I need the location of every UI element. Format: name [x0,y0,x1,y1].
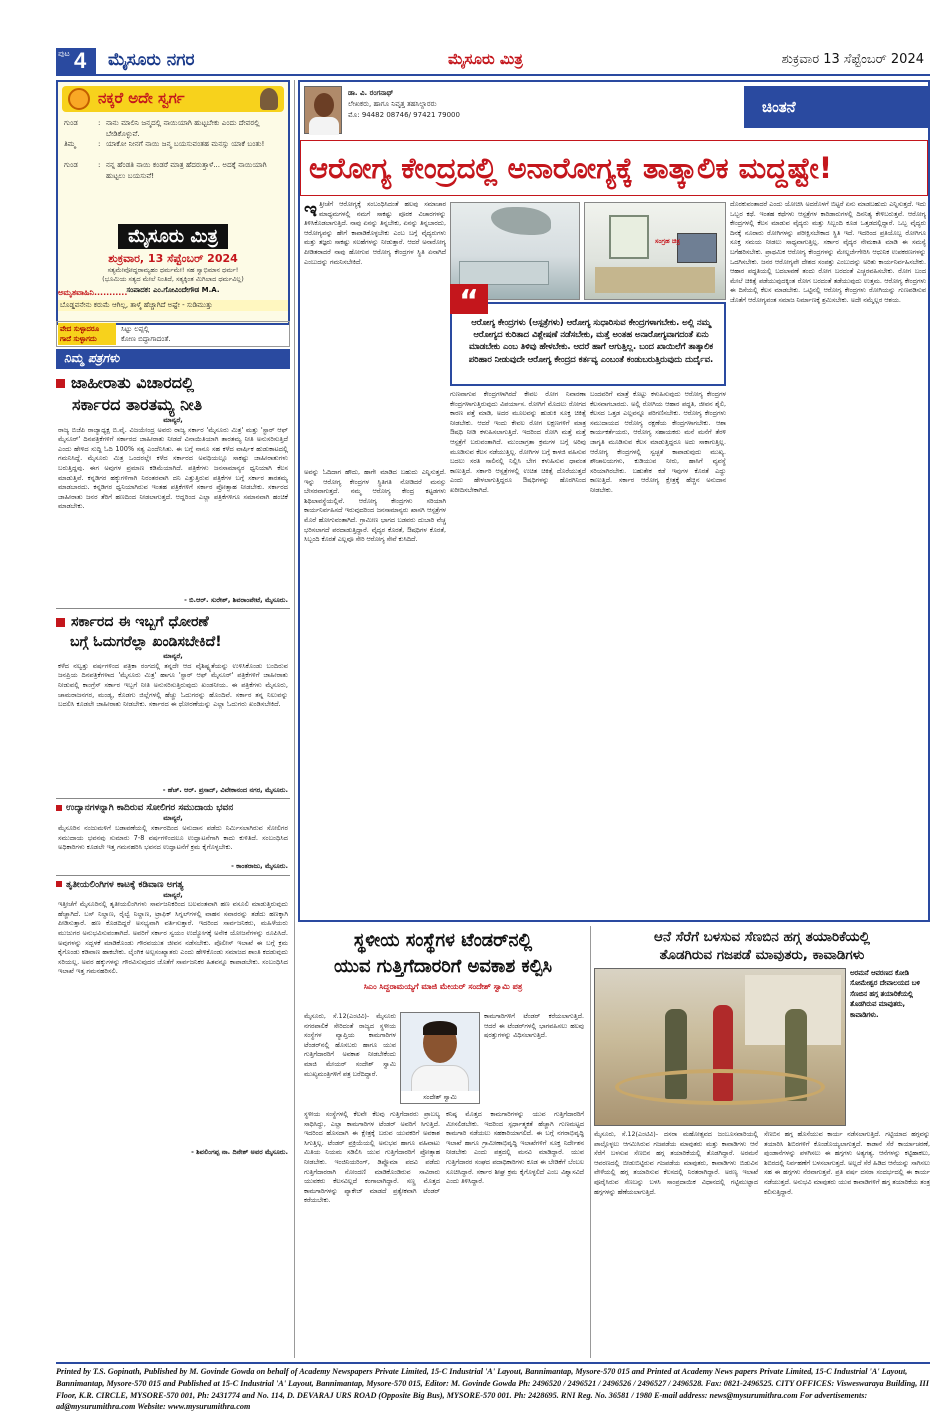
letter-3-salute: ಮಾನ್ಯರೆ, [163,814,183,823]
laughing-face-icon [68,88,90,110]
letter-3-signature: - ಕಾಂತರಾಜು, ಮೈಸೂರು. [231,861,288,870]
pull-quote-text: ಆರೋಗ್ಯ ಕೇಂದ್ರಗಳು (ಆಸ್ಪತ್ರೆಗಳು) ಆರೋಗ್ಯ ಸುಧಾರಿಸುವ ಕೇಂದ್ರಗಳಾಗಬೇಕು. ಅಲ್ಲಿ ನಮ್ಮ ಆರೋಗ್ಯದ ಕುರಿತಾದ ವಿಶ್ಲೇಷಣೆ ನಡೆಸಬೇಕು, ಮತ್ತೆ ಅಂತಹ ಅನಾರೋಗ್ಯವಾಗದಂತೆ ಏನು ಮಾಡಬೇಕು ಎಂಬ ತಿಳಿವು ಹೇಳಬೇಕು. ಆದರೆ ಹಾಗೆ ಆಗುತ್ತಿಲ್ಲ. ಬಂದ ಖಾಯಿಲೆಗೆ ತಾತ್ಕಾಲಿಕ ಪರಿಹಾರ ನೀಡುವುದೇ ಆರೋಗ್ಯ ಕೇಂದ್ರದ ಕರ್ತವ್ಯ ಎಂಬಂತೆ ಕಂಡುಬರುತ್ತಿರುವುದು ದುರ್ದೈವ. [468,317,714,364]
tender-headline-2: ಯುವ ಗುತ್ತಿಗೆದಾರರಿಗೆ ಅವಕಾಶ ಕಲ್ಪಿಸಿ [333,956,553,977]
tender-text: ಮೈಸೂರು, ಸೆ.12(ಎಂಟಿವಿ)- ಮೈಸೂರು ನಗರಪಾಲಿಕೆ ಸೇರಿದಂತೆ ರಾಜ್ಯದ ಸ್ಥಳೀಯ ಸಂಸ್ಥೆಗಳ ವ್ಯಾಪ್ತಿಯ ಕಾಮಗಾರಿಗಳ ಟೆಂಡರ್‌ನಲ್ಲಿ ಹೊಸಬರು ಹಾಗೂ ಯುವ ಗುತ್ತಿಗೆದಾರರಿಗೆ ಅವಕಾಶ ನೀಡಬೇಕೆಂದು ಮಾಜಿ ಮೇಯರ್ ಸಂದೇಶ್ ಸ್ವಾಮಿ ಮುಖ್ಯಮಂತ್ರಿಗಳಿಗೆ ಪತ್ರ ಬರೆದಿದ್ದಾರೆ. [304,1012,396,1078]
amrutavahini-title: ಅಮೃತವಾಹಿನಿ........... [58,288,128,297]
author-role: ಲೇಖಕರು, ಹಾಗೂ ನಿವೃತ್ತ ತಹಸಿಲ್ದಾರರು [348,100,437,108]
tender-column-1 [304,1012,396,1106]
letter-1-headline-2: ಸರ್ಕಾರದ ತಾರತಮ್ಯ ನೀತಿ [72,395,203,414]
letter-1-salute: ಮಾನ್ಯರೆ, [163,416,183,424]
joke-dialogue [64,118,286,181]
quote-mark-icon: “ [450,284,488,314]
tender-text: ಕನಿಷ್ಠ ಮೊತ್ತದ ಕಾಮಗಾರಿಗಳನ್ನು ಯುವ ಗುತ್ತಿಗೆದಾರರಿಗೆ ಮೀಸಲಿಡಬೇಕು. ಇದರಿಂದ ಸ್ಪರ್ಧಾತ್ಮಕತೆ ಹೆಚ್ಚಾಗಿ ಗುಣಮಟ್ಟದ ಕಾಮಗಾರಿ ನಡೆಯಲು ಸಹಕಾರಿಯಾಗಲಿದೆ. ಈ ಬಗ್ಗೆ ನಗರಾಭಿವೃದ್ಧಿ ಇಲಾಖೆ ಹಾಗೂ ಗ್ರಾಮೀಣಾಭಿವೃದ್ಧಿ ಇಲಾಖೆಗಳಿಗೆ ಸೂಕ್ತ ನಿರ್ದೇಶನ ನೀಡಬೇಕು ಎಂದು ಪತ್ರದಲ್ಲಿ ಮನವಿ ಮಾಡಿದ್ದಾರೆ. ಯುವ ಗುತ್ತಿಗೆದಾರರ ಸಂಘದ ಪದಾಧಿಕಾರಿಗಳು ಕೂಡ ಈ ಬೇಡಿಕೆಗೆ ಬೆಂಬಲ ಸೂಚಿಸಿದ್ದಾರೆ. ಸರ್ಕಾರ ಶೀಘ್ರ ಕ್ರಮ ಕೈಗೊಳ್ಳಲಿದೆ ಎಂಬ ವಿಶ್ವಾಸವಿದೆ ಎಂದು ತಿಳಿಸಿದ್ದಾರೆ. [446,1110,584,1186]
joke-line: ಗುಂಡ : ನಾನು ಮಾಲಿನಿ ಜನ್ಮದಲ್ಲಿ ನಾಯಿಯಾಗಿ ಹುಟ್ಟಬೇಕು ಎಂದು ದೇವರಲ್ಲಿ ಬೇಡಿಕೊಳ್ಳುವೆ. [64,118,286,139]
proverb-line: ಕೋಣ ಬಿದ್ದಾಗಾದಂತೆ. [121,335,171,343]
column-divider [590,926,591,1358]
letters-column [56,372,290,1158]
opinion-headline: ಆರೋಗ್ಯ ಕೇಂದ್ರದಲ್ಲಿ ಅನಾರೋಗ್ಯಕ್ಕೆ ತಾತ್ಕಾಲಿಕ ಮದ್ದಷ್ಟೇ! [309,151,833,185]
proverb-badge-line: ವೇದ ಸುಳ್ಳಾದರೂ [60,325,100,333]
joke-text: ಯಾಕೋ ನೀನಗೆ ನಾಯಿ ಜನ್ಮ ಬಯಸುವಂತಹ ಮನಸ್ಸು ಯಾಕೆ ಬಂತು! [106,139,265,148]
tender-column-2 [484,1012,584,1106]
photo-caption: ಸಂಗ್ರಹ ಚಿತ್ರ [655,237,680,245]
hospital-room-photo [584,202,726,300]
letter-1-body: ರಾಜ್ಯ ಬಿಜೆಪಿ ರಾಜ್ಯಾಧ್ಯಕ್ಷ ಬಿ.ವೈ. ವಿಜಯೇಂದ್ರ ಅವರು ರಾಜ್ಯ ಸರ್ಕಾರ 'ಮೈಸೂರು ಮಿತ್ರ' ಮತ್ತು 'ಸ್ಟಾರ್ ಆಫ್ ಮೈಸೂರ್' ದಿನಪತ್ರಿಕೆಗಳಿಗೆ ಸರ್ಕಾರದ ಜಾಹೀರಾತು ನೀಡದೆ ವಿನಾಯಿತಿಯಾಗಿ ತಾರತಮ್ಯ ನೀತಿ ಅನುಸರಿಸುತ್ತಿದೆ ಎಂದು ಹೇಳಿದ ಸುದ್ದಿ ಓದಿ 100% ಸತ್ಯ ಎಂದೆನಿಸಿತು. ಈ ಬಗ್ಗೆ ನಾನೂ ಸಹ ಕಳೆದ ವಾರ್ಷಿಕ ಹುಡುಕಾಟದಲ್ಲಿ ಗಮನಿಸಿದ್ದೆ. ಮೈಸೂರು ಮಿತ್ರ ಒಂದರಲ್ಲೇ ಕಳೆದ ಸರ್ಕಾರದ ಅವಧಿಯಲ್ಲೂ ಸಾಕಷ್ಟು ಜಾಹೀರಾತುಗಳು ಬರುತ್ತಿದ್ದವು. ಈಗ ಅವುಗಳ ಪ್ರಮಾಣ ಕಡಿಮೆಯಾಗಿದೆ. ಪತ್ರಿಕೆಗಳು ಜನಸಾಮಾನ್ಯರ ಧ್ವನಿಯಾಗಿ ಕೆಲಸ ಮಾಡುತ್ತಿವೆ. ಕನ್ನಡಿಗರ ಹಕ್ಕುಗಳಿಗಾಗಿ ನಿರಂತರವಾಗಿ ದನಿ ಎತ್ತುತ್ತಿರುವ ಪತ್ರಿಕೆಗಳ ಬಗ್ಗೆ ಸರ್ಕಾರ ತಾರತಮ್ಯ ಮಾಡಬಾರದು. ಕನ್ನಡಿಗರ ಧ್ವನಿಯಾಗಿರುವ ಇಂತಹ ಪತ್ರಿಕೆಗಳಿಗೆ ಸರ್ಕಾರ ಪ್ರೋತ್ಸಾಹ ನೀಡಬೇಕು. ಸರ್ಕಾರದ ಜಾಹೀರಾತು ಜನರ ತೆರಿಗೆ ಹಣದಿಂದ ನೀಡಲಾಗುತ್ತದೆ. ಆದ್ದರಿಂದ ಎಲ್ಲಾ ಪತ್ರಿಕೆಗಳಿಗೂ ಸಮಾನವಾಗಿ ಹಂಚಿಕೆ ಮಾಡಬೇಕು. [58,425,288,511]
opinion-column-3 [590,390,726,918]
joke-speaker: ಗುಂಡ [64,118,78,127]
motto-translation: (ಭೂಮಿಯ ಸತ್ಯದ ಮೇಲೆ ನಿಂತಿದೆ, ಸತ್ಯಕ್ಕಿಂತ ಮಿಗಿಲಾದ ಧರ್ಮವಿಲ್ಲ) [102,275,244,283]
rope-story-head [594,928,930,964]
opinion-column-1-continued [304,468,446,918]
tender-text: ಕಾಮಗಾರಿಗಳಿಗೆ ಟೆಂಡರ್ ಕರೆಯಲಾಗುತ್ತಿದೆ. ಆದರೆ ಈ ಟೆಂಡರ್‌ಗಳಲ್ಲಿ ಭಾಗವಹಿಸಲು ಹಲವು ಷರತ್ತುಗಳನ್ನು ವಿಧಿಸಲಾಗುತ್ತಿದೆ. [484,1012,584,1040]
page-number: 4 [74,48,87,73]
letter-2-body: ಕಳೆದ ನಲ್ವತ್ತು ವರ್ಷಗಳಿಂದ ಪತ್ರಿಕಾ ರಂಗದಲ್ಲಿ ತನ್ನದೇ ಆದ ವೈಶಿಷ್ಟ್ಯತೆಯನ್ನು ಉಳಿಸಿಕೊಂಡು ಬಂದಿರುವ ಜನಪ್ರಿಯ ದಿನಪತ್ರಿಕೆಗಳಾದ 'ಮೈಸೂರು ಮಿತ್ರ' ಹಾಗೂ 'ಸ್ಟಾರ್ ಆಫ್ ಮೈಸೂರ್' ಪತ್ರಿಕೆಗಳಿಗೆ ಜಾಹೀರಾತು ನೀಡುವಲ್ಲಿ ಕಾಂಗ್ರೆಸ್ ಸರ್ಕಾರ ಇಬ್ಬಗೆ ನೀತಿ ಅನುಸರಿಸುತ್ತಿರುವುದು ಖಂಡನೀಯ. ಈ ಪತ್ರಿಕೆಗಳು ಮೈಸೂರು, ಚಾಮರಾಜನಗರ, ಮಂಡ್ಯ, ಕೊಡಗು ಜಿಲ್ಲೆಗಳಲ್ಲಿ ಹೆಚ್ಚು ಓದುಗರನ್ನು ಹೊಂದಿವೆ. ಸರ್ಕಾರ ತನ್ನ ನಿಲುವನ್ನು ಬದಲಿಸಿ ಕೂಡಲೇ ಜಾಹೀರಾತು ನೀಡಬೇಕು. ಸರ್ಕಾರದ ಈ ಧೋರಣೆಯನ್ನು ಎಲ್ಲಾ ಓದುಗರು ಖಂಡಿಸಬೇಕಿದೆ. [58,661,288,709]
letter-2-signature: - ಹೆಚ್. ಆರ್. ಪ್ರಸಾದ್, ವಿವೇಕಾನಂದ ನಗರ, ಮೈಸೂರು. [162,785,288,794]
letter-4-headline: ತೃತೀಯಲಿಂಗಿಗಳ ಕಾಟಕ್ಕೆ ಕಡಿವಾಣ ಅಗತ್ಯ [56,879,290,891]
rope-text: ಸೆಣಬಿನ ಹಗ್ಗ ಹೊಸೆಯುವ ಕಾರ್ಯ ನಡೆಸಲಾಗುತ್ತಿದೆ. ಗಟ್ಟಿಯಾದ ಹಗ್ಗವನ್ನು ತಯಾರಿಸಿ ಶಿಬಿರಗಳಿಗೆ ಕೊಂಡೊಯ್ಯಲಾಗುತ್ತದೆ. ಕಾಡಾನೆ ಸೆರೆ ಕಾರ್ಯಾಚರಣೆ, ಪುಂಡಾನೆಗಳನ್ನು ಪಳಗಿಸಲು ಈ ಹಗ್ಗಗಳು ಅತ್ಯಗತ್ಯ. ಆನೆಗಳನ್ನು ಕಟ್ಟಿಹಾಕಲು, ಶಿಬಿರದಲ್ಲಿ ನಿರ್ವಹಣೆಗೆ ಬಳಸಲಾಗುತ್ತದೆ. ಅಲ್ಲದೆ ಸೆರೆ ಹಿಡಿದ ಆನೆಯನ್ನು ಸಾಗಿಸಲು ಸಹ ಈ ಹಗ್ಗಗಳು ನೆರವಾಗುತ್ತವೆ. ಪ್ರತಿ ವರ್ಷ ದಸರಾ ಸಂದರ್ಭದಲ್ಲಿ ಈ ಕಾರ್ಯ ನಡೆಯುತ್ತದೆ. ಅನುಭವಿ ಮಾವುತರು ಯುವ ಕಾವಾಡಿಗಳಿಗೆ ಹಗ್ಗ ತಯಾರಿಕೆಯ ತಂತ್ರ ಕಲಿಸುತ್ತಿದ್ದಾರೆ. [764,1130,930,1196]
pull-quote [450,284,726,386]
letter-2-headline-2: ಬಗ್ಗೆ ಓದುಗರೆಲ್ಲಾ ಖಂಡಿಸಬೇಕಿದೆ! [70,634,222,651]
page-number-badge [56,48,96,74]
rope-column-1 [594,1130,758,1356]
page-header [56,48,930,76]
sandesh-swamy-photo [400,1012,480,1104]
proverb-box [56,321,290,347]
author-phone: ಮೊ: 94482 08746/ 97421 79000 [348,111,460,119]
section-tag-label: ಚಿಂತನೆ [762,98,796,116]
opinion-text: ತ್ತೀಚೆಗೆ ಆರೋಗ್ಯಕ್ಕೆ ಸಂಬಂಧಿಸಿದಂತೆ ಹಲವು ಸಮಾಚಾರ ಮಾಧ್ಯಮಗಳಲ್ಲಿ ನಮಗೆ ಸಾಕಷ್ಟು ಪೂರಕ ವಿಚಾರಗಳನ್ನು ತಿಳಿಸಿಕೊಡಲಾಗುತ್ತಿದೆ. ನಾವು ಏನನ್ನು ತಿನ್ನಬೇಕು, ಏನನ್ನು ತಿನ್ನಬಾರದು, ಆರೋಗ್ಯವನ್ನು ಹೇಗೆ ಕಾಪಾಡಿಕೊಳ್ಳಬೇಕು ಎಂಬ ಬಗ್ಗೆ ವೈದ್ಯರುಗಳು ಮತ್ತು ತಜ್ಞರು ಸಾಕಷ್ಟು ಸಲಹೆಗಳನ್ನು ನೀಡುತ್ತಾರೆ. ಆದರೆ ಅನಾರೋಗ್ಯ ಪೀಡಿತರಾದರೆ ನಾವು ಹೋಗುವ ಆರೋಗ್ಯ ಕೇಂದ್ರಗಳ ಸ್ಥಿತಿ ಏನಾಗಿದೆ ಎಂಬುದನ್ನು ಗಮನಿಸಬೇಕಿದೆ. [304,200,446,266]
tender-headline: ಸ್ಥಳೀಯ ಸಂಸ್ಥೆಗಳ ಟೆಂಡರ್‌ನಲ್ಲಿ [353,930,533,951]
opinion-text: ಬಂದವರಿಗೆ ಮಾತ್ರೆ ಕೊಟ್ಟು ಕಳುಹಿಸುವುದು ಆರೋಗ್ಯ ಕೇಂದ್ರಗಳ ಕೆಲಸವಾಗಬಾರದು. ಅಲ್ಲಿ ರೋಗಿಯ ಆಹಾರ ಪದ್ಧತಿ, ಜೀವನ ಶೈಲಿ, ಕೆಲಸದ ಒತ್ತಡ ಎಲ್ಲವನ್ನೂ ಪರಿಗಣಿಸಬೇಕು. ಆರೋಗ್ಯ ಕೇಂದ್ರಗಳು ಸಮುದಾಯದ ಆರೋಗ್ಯ ರಕ್ಷಣೆಯ ಕೇಂದ್ರಗಳಾಗಬೇಕು. ಆಶಾ ಕಾರ್ಯಕರ್ತೆಯರು, ಆರೋಗ್ಯ ಸಹಾಯಕರು ಮನೆ ಮನೆಗೆ ತೆರಳಿ ಜಾಗೃತಿ ಮೂಡಿಸುವ ಕೆಲಸ ಮಾಡುತ್ತಿದ್ದರೂ ಅದು ಸಾಕಾಗುತ್ತಿಲ್ಲ. ಆರೋಗ್ಯ ಕೇಂದ್ರಗಳಲ್ಲಿ ಸ್ವಚ್ಛತೆ ಕಾಪಾಡುವುದು ಮುಖ್ಯ. ಶೌಚಾಲಯಗಳು, ಕುಡಿಯುವ ನೀರು, ಹಾಸಿಗೆ ವ್ಯವಸ್ಥೆ ಸರಿಯಾಗಿರಬೇಕು. ಬಹುತೇಕ ಕಡೆ ಇವುಗಳ ಕೊರತೆ ಎದ್ದು ಕಾಣುತ್ತಿದೆ. ಸರ್ಕಾರ ಆರೋಗ್ಯ ಕ್ಷೇತ್ರಕ್ಕೆ ಹೆಚ್ಚಿನ ಅನುದಾನ ನೀಡಬೇಕು. [590,390,726,494]
joke-header [62,86,284,112]
rope-headline-2: ತೊಡಗಿರುವ ಗಜಪಡೆ ಮಾವುತರು, ಕಾವಾಡಿಗಳು [659,947,865,963]
joke-text: ನನ್ನ ಹೆಂಡತಿ ನಾಯಿ ಕಂಡರೆ ಮಾತ್ರ ಹೆದರುತ್ತಾಳೆ... ಅದಕ್ಕೆ ನಾಯಿಯಾಗಿ ಹುಟ್ಟಲು ಬಯಸುವೆ! [106,160,267,180]
section-title: ಮೈಸೂರು ನಗರ [108,50,195,70]
rope-making-photo [594,968,846,1126]
tender-column-2-continued [446,1110,584,1354]
tender-story-head [298,928,588,992]
page-label: ಪುಟ [58,49,70,58]
masthead-logo: ಮೈಸೂರು ಮಿತ್ರ [448,50,523,68]
letter-2-salute: ಮಾನ್ಯರೆ, [163,652,183,661]
opinion-text: ದೊರಕುವಂತಾದರೆ ಎಂದು ಯೋಚಿಸಿ ಅದರೊಳಗೆ ಬಿಟ್ಟರೆ ಏನು ಮಾಡಬಹುದು ಎನ್ನಿಸುತ್ತದೆ. ಇದು ಒಬ್ಬರ ಕಥೆ. ಇಂತಹ ಕಥೆಗಳು ಆಸ್ಪತ್ರೆಗಳ ಕಾರಿಡಾರುಗಳಲ್ಲಿ ದಿನನಿತ್ಯ ಕೇಳಿಬರುತ್ತವೆ. ಆರೋಗ್ಯ ಕೇಂದ್ರಗಳಲ್ಲಿ ಕೆಲಸ ಮಾಡುವ ವೈದ್ಯರು ಮತ್ತು ಸಿಬ್ಬಂದಿ ಕೂಡ ಒತ್ತಡದಲ್ಲಿದ್ದಾರೆ. ಒಬ್ಬ ವೈದ್ಯರು ದಿನಕ್ಕೆ ನೂರಾರು ರೋಗಿಗಳನ್ನು ಪರೀಕ್ಷಿಸಬೇಕಾದ ಸ್ಥಿತಿ ಇದೆ. ಇದರಿಂದ ಪ್ರತಿಯೊಬ್ಬ ರೋಗಿಗೂ ಸೂಕ್ತ ಸಮಯ ನೀಡಲು ಸಾಧ್ಯವಾಗುತ್ತಿಲ್ಲ. ಸರ್ಕಾರ ವೈದ್ಯರ ನೇಮಕಾತಿ ಮಾಡಿ ಈ ಸಮಸ್ಯೆ ಬಗೆಹರಿಸಬೇಕು. ಪ್ರಾಥಮಿಕ ಆರೋಗ್ಯ ಕೇಂದ್ರಗಳನ್ನು ಮೇಲ್ದರ್ಜೆಗೇರಿಸಿ ಆಧುನಿಕ ಉಪಕರಣಗಳನ್ನು ಒದಗಿಸಬೇಕು. ಜನರ ಆರೋಗ್ಯವೇ ದೇಶದ ಸಂಪತ್ತು ಎಂಬುದನ್ನು ಅರಿತು ಕಾರ್ಯನಿರ್ವಹಿಸಬೇಕು. ಆಹಾರ ಪದ್ಧತಿಯಲ್ಲಿ ಬದಲಾವಣೆ ತಂದು ರೋಗ ಬರದಂತೆ ಎಚ್ಚರವಹಿಸಬೇಕು. ರೋಗ ಬಂದ ಮೇಲೆ ಚಿಕಿತ್ಸೆ ಪಡೆಯುವುದಕ್ಕಿಂತ ರೋಗ ಬರದಂತೆ ತಡೆಯುವುದು ಉತ್ತಮ. ಆರೋಗ್ಯ ಕೇಂದ್ರಗಳು ಈ ದಿಸೆಯಲ್ಲಿ ಕೆಲಸ ಮಾಡಬೇಕು. ಒಟ್ಟಿನಲ್ಲಿ ಆರೋಗ್ಯ ಕೇಂದ್ರಗಳು ರೋಗಿಯನ್ನು ಗುಣಪಡಿಸುವ ಜೊತೆಗೆ ಆರೋಗ್ಯವಂತ ಸಮಾಜ ನಿರ್ಮಾಣಕ್ಕೆ ಶ್ರಮಿಸಬೇಕು. ಅದೇ ನಮ್ಮೆಲ್ಲರ ಆಶಯ. [730,200,926,304]
letter-2-headline: ಸರ್ಕಾರದ ಈ ಇಬ್ಬಗೆ ಧೋರಣೆ [56,612,290,632]
joke-line: ಗುಂಡ : ನನ್ನ ಹೆಂಡತಿ ನಾಯಿ ಕಂಡರೆ ಮಾತ್ರ ಹೆದರುತ್ತಾಳೆ... ಅದಕ್ಕೆ ನಾಯಿಯಾಗಿ ಹುಟ್ಟಲು ಬಯಸುವೆ! [64,160,286,181]
photo-caption: ಸಂದೇಶ್ ಸ್ವಾಮಿ [401,1091,479,1103]
tender-text: ಸ್ಥಳೀಯ ಸಂಸ್ಥೆಗಳಲ್ಲಿ ಕೆಲವೇ ಕೆಲವು ಗುತ್ತಿಗೆದಾರರು ಪ್ರಾಬಲ್ಯ ಸಾಧಿಸಿದ್ದು, ಎಲ್ಲಾ ಕಾಮಗಾರಿಗಳ ಟೆಂಡರ್ ಅವರಿಗೆ ಸಿಗುತ್ತಿದೆ. ಇದರಿಂದ ಹೊಸದಾಗಿ ಈ ಕ್ಷೇತ್ರಕ್ಕೆ ಬರುವ ಯುವಕರಿಗೆ ಅವಕಾಶ ಸಿಗುತ್ತಿಲ್ಲ. ಟೆಂಡರ್ ಪ್ರಕ್ರಿಯೆಯಲ್ಲಿ ಅನುಭವ ಹಾಗೂ ವಹಿವಾಟು ಮಿತಿಯ ನಿಯಮ ಸಡಿಲಿಸಿ ಯುವ ಗುತ್ತಿಗೆದಾರರಿಗೆ ಪ್ರೋತ್ಸಾಹ ನೀಡಬೇಕು. ಇಂಜಿನಿಯರಿಂಗ್, ಡಿಪ್ಲೊಮಾ ಪದವಿ ಪಡೆದು ಗುತ್ತಿಗೆದಾರರಾಗಿ ನೋಂದಣಿ ಮಾಡಿಕೊಂಡಿರುವ ಸಾವಿರಾರು ಯುವಕರು ಕೆಲಸವಿಲ್ಲದೆ ಕಂಗಾಲಾಗಿದ್ದಾರೆ. ಸಣ್ಣ ಮೊತ್ತದ ಕಾಮಗಾರಿಗಳನ್ನು ಪ್ಯಾಕೇಜ್ ಮಾಡದೆ ಪ್ರತ್ಯೇಕವಾಗಿ ಟೆಂಡರ್ ಕರೆಯಬೇಕು. [304,1110,440,1205]
amrutavahini-box [56,288,290,322]
amrutavahini-quote: ಬೊಡ್ಡವನೇನು ಕರುಮೆ ಆಗಿಲ್ಲ, ತಾಳ್ಮೆ ಹೆಚ್ಚಾಗಿದೆ ಅಷ್ಟೇ - ಸುಡಿಮುತ್ತು [58,300,288,311]
editor-line: ಸಂಪಾದಕ: ಎಂ.ಗೋವಿಂದೇಗೌಡ M.A. [126,286,220,294]
joke-title: ನಕ್ಕರೆ ಅದೇ ಸ್ವರ್ಗ [98,89,185,107]
drop-cap: ಇ [304,197,317,221]
letters-header [56,349,290,369]
imprint-footer: Printed by T.S. Gopinath, Published by M. Govinde Gowda on behalf of Academy Newspapers Private Limited, 15-C Industrial 'A' Layout, Bannimantap, Mysore-570 015 and Printed at Academy News papers Private Limited, 15-C Industrial 'A' Layout, Bannimantap, Mysore-570 015 and Published at 15-C Industrial 'A' Layout, Bannimantap, Mysore-570 015, Editor: M. Govinde Gowda Ph: 2496520 / 2496521 / 2496526 / 2496527 / 2496528. Fax: 0821-2496525. CITY OFFICES: Visweswaraya Building, III Floor, K.R. CIRCLE, MYSORE-570 001, Ph: 2431774 and No. 114, D. DEVARAJ URS ROAD (Opposite Big Bus), MYSORE-570 001. Ph: 2428695. RNI Reg. No. 36581 / 1980 E-mail address: news@mysurumithra.com For advertisements: ad@mysurumithra.com Website: www.mysurumithra.com [56,1362,930,1412]
opinion-column-4 [730,200,926,918]
rope-headline: ಆನೆ ಸೆರೆಗೆ ಬಳಸುವ ಸೆಣಬಿನ ಹಗ್ಗ ತಯಾರಿಕೆಯಲ್ಲಿ [654,929,870,945]
author-photo [304,86,342,134]
section-tag [744,86,928,128]
motto-line: ಸತ್ಯಮೇವೋದ್ಧರಾಮ್ಯಹಂ ಧರ್ಮಮೇ! ಸಹ ಸ್ವಾಭಿಮಾನ ಧರ್ಮ! [107,266,239,274]
letter-4-signature: - ಶಿವಲಿಂಗಪ್ಪ ನಾ. ದಿನೇಶ್ ಅವರ ಮೈಸೂರು. [191,1148,288,1157]
proverb-badge-line: ಗಾದೆ ಸುಳ್ಳಾಗದು [60,335,97,343]
rope-column-2 [764,1130,930,1356]
proverb-text [121,324,171,344]
rope-photo-caption: ಅರಮನೆ ಆವರಣದ ಕೋಡಿ ಸೋಮೇಶ್ವರ ದೇವಾಲಯದ ಬಳಿ ಸೆಣಬಿನ ಹಗ್ಗ ತಯಾರಿಕೆಯಲ್ಲಿ ತೊಡಗಿರುವ ಮಾವುತರು, ಕಾವಾಡಿಗಳು. [850,969,920,1019]
opinion-column-2 [450,390,586,918]
masthead-date: ಶುಕ್ರವಾರ, 13 ಸೆಪ್ಟೆಂಬರ್ 2024 [108,252,238,265]
cartoon-figure-icon [260,88,278,110]
tender-subhead: ಸಿಎಂ ಸಿದ್ದರಾಮಯ್ಯಗೆ ಮಾಜಿ ಮೇಯರ್ ಸಂದೇಶ್ ಸ್ವಾಮಿ ಪತ್ರ [363,982,523,991]
letter-1-signature: - ಬಿ.ಆರ್. ಸುರೇಶ್, ಶಿವರಾಂಪೇಟೆ, ಮೈಸೂರು. [184,595,288,604]
letter-4-salute: ಮಾನ್ಯರೆ, [163,890,183,899]
proverb-line: ಸಿಟ್ಟು ಲಪ್ಪಲ್ಲಿ [121,325,150,333]
opinion-column-1 [304,197,446,267]
letters-title: ನಿಮ್ಮ ಪತ್ರಗಳು [64,351,120,365]
joke-text: ನಾನು ಮಾಲಿನಿ ಜನ್ಮದಲ್ಲಿ ನಾಯಿಯಾಗಿ ಹುಟ್ಟಬೇಕು ಎಂದು ದೇವರಲ್ಲಿ ಬೇಡಿಕೊಳ್ಳುವೆ. [106,118,260,138]
opinion-headline-box [300,140,928,196]
rope-text: ಮೈಸೂರು, ಸೆ.12(ಎಂಟಿವಿ)- ದಸರಾ ಮಹೋತ್ಸವದ ಜಂಬೂಸವಾರಿಯಲ್ಲಿ ಪಾಲ್ಗೊಳ್ಳಲು ಆಗಮಿಸಿರುವ ಗಜಪಡೆಯ ಮಾವುತರು ಮತ್ತು ಕಾವಾಡಿಗಳು ಆನೆ ಸೆರೆಗೆ ಬಳಸುವ ಸೆಣಬಿನ ಹಗ್ಗ ತಯಾರಿಕೆಯಲ್ಲಿ ತೊಡಗಿದ್ದಾರೆ. ಅರಮನೆ ಆವರಣದಲ್ಲಿ ಬೀಡುಬಿಟ್ಟಿರುವ ಗಜಪಡೆಯ ಮಾವುತರು, ಕಾವಾಡಿಗಳು ಬಿಡುವಿನ ವೇಳೆಯಲ್ಲಿ ಹಗ್ಗ ತಯಾರಿಸುವ ಕೆಲಸದಲ್ಲಿ ನಿರತರಾಗಿದ್ದಾರೆ. ಅರಣ್ಯ ಇಲಾಖೆ ಪೂರೈಸಿರುವ ಸೆಣಬನ್ನು ಬಳಸಿ ಸಾಂಪ್ರದಾಯಿಕ ವಿಧಾನದಲ್ಲಿ ಗಟ್ಟಿಮುಟ್ಟಾದ ಹಗ್ಗಗಳನ್ನು ಹೆಣೆಯಲಾಗುತ್ತಿದೆ. [594,1130,758,1196]
author-name: ಡಾ. ವಿ. ರಂಗನಾಥ್ [348,89,394,97]
opinion-text: ಅವನ್ನು ಓದಿದಾಗ ಹೌದು, ಹಾಗೇ ಮಾಡಿದ ಬಹುದು ಎನ್ನಿಸುತ್ತದೆ. ಇನ್ನು ಆರೋಗ್ಯ ಕೇಂದ್ರಗಳ ಸ್ಥಿತಿಗತಿ ನೋಡಿದರೆ ಮನಸ್ಸು ಬೇಸರವಾಗುತ್ತದೆ. ನಮ್ಮ ಆರೋಗ್ಯ ಕೇಂದ್ರ ಕಟ್ಟಡಗಳು ಶಿಥಿಲಾವಸ್ಥೆಯಲ್ಲಿವೆ. ಆರೋಗ್ಯ ಕೇಂದ್ರಗಳು ಸರಿಯಾಗಿ ಕಾರ್ಯನಿರ್ವಹಿಸದೆ ಇರುವುದರಿಂದ ಜನಸಾಮಾನ್ಯರು ಖಾಸಗಿ ಆಸ್ಪತ್ರೆಗಳ ಮೊರೆ ಹೋಗುವಂತಾಗಿದೆ. ಗ್ರಾಮೀಣ ಭಾಗದ ಬಡವರು ದುಬಾರಿ ವೆಚ್ಚ ಭರಿಸಲಾಗದೆ ಪರದಾಡುತ್ತಿದ್ದಾರೆ. ವೈದ್ಯರ ಕೊರತೆ, ಔಷಧಿಗಳ ಕೊರತೆ, ಸಿಬ್ಬಂದಿ ಕೊರತೆ ಎಲ್ಲವೂ ಸೇರಿ ಆರೋಗ್ಯ ಸೇವೆ ಕುಸಿದಿದೆ. [304,468,446,544]
letter-4-body: ಇತ್ತೀಚೆಗೆ ಮೈಸೂರಿನಲ್ಲಿ ತೃತೀಯಲಿಂಗಿಗಳು ಸಾರ್ವಜನಿಕರಿಂದ ಬಲವಂತವಾಗಿ ಹಣ ವಸೂಲಿ ಮಾಡುತ್ತಿರುವುದು ಹೆಚ್ಚಾಗಿದೆ. ಬಸ್ ನಿಲ್ದಾಣ, ರೈಲ್ವೆ ನಿಲ್ದಾಣ, ಟ್ರಾಫಿಕ್ ಸಿಗ್ನಲ್‌ಗಳಲ್ಲಿ ವಾಹನ ಸವಾರರನ್ನು ತಡೆದು ಹಣಕ್ಕಾಗಿ ಪೀಡಿಸುತ್ತಾರೆ. ಹಣ ಕೊಡದಿದ್ದರೆ ಅಸಭ್ಯವಾಗಿ ವರ್ತಿಸುತ್ತಾರೆ. ಇದರಿಂದ ಸಾರ್ವಜನಿಕರು, ಮಹಿಳೆಯರು ಮುಜುಗರ ಅನುಭವಿಸುವಂತಾಗಿದೆ. ಅವರಿಗೆ ಸರ್ಕಾರ ಸ್ವಯಂ ಉದ್ಯೋಗಕ್ಕೆ ಅನೇಕ ಯೋಜನೆಗಳನ್ನು ರೂಪಿಸಿದೆ. ಅವುಗಳನ್ನು ಸದ್ಬಳಕೆ ಮಾಡಿಕೊಂಡು ಗೌರವಯುತ ಜೀವನ ನಡೆಸಬೇಕು. ಪೊಲೀಸ್ ಇಲಾಖೆ ಈ ಬಗ್ಗೆ ಕ್ರಮ ಕೈಗೊಂಡು ಕಡಿವಾಣ ಹಾಕಬೇಕು. ಲೈಂಗಿಕ ಅಲ್ಪಸಂಖ್ಯಾತರು ಎಂದು ಹೇಳಿಕೊಂಡು ಸಮಾಜದ ಶಾಂತಿ ಕದಡುವುದು ಸರಿಯಲ್ಲ. ಅವರ ಹಕ್ಕುಗಳನ್ನು ಗೌರವಿಸುವುದರ ಜೊತೆಗೆ ಸಾರ್ವಜನಿಕರ ಹಿತವನ್ನೂ ಕಾಪಾಡಬೇಕು. ಸಂಬಂಧಿಸಿದ ಇಲಾಖೆ ಇತ್ತ ಗಮನಹರಿಸಲಿ. [58,900,288,976]
joke-speaker: ಗುಂಡ [64,160,78,169]
proverb-badge [58,323,116,345]
letter-3-headline: ಉದ್ಯಾನಗಳನ್ನಾಗಿ ಕಾದಿರುವ ಸೋಲಿಗರ ಸಮುದಾಯ ಭವನ [56,802,290,814]
letter-3-body: ಮೈಸೂರಿನ ನಂಜುಮಳಿಗೆ ಬಡಾವಣೆಯಲ್ಲಿ ಸರ್ಕಾರದಿಂದ ಅನುದಾನ ಪಡೆದು ನಿರ್ಮಿಸಲಾಗಿರುವ ಸೋಲಿಗರ ಸಮುದಾಯ ಭವನವು ಸುಮಾರು 7-8 ವರ್ಷಗಳಿಂದಲೂ ಉದ್ಘಾಟನೆಗಾಗಿ ಕಾದು ಕುಳಿತಿದೆ. ಸಂಬಂಧಿಸಿದ ಅಧಿಕಾರಿಗಳು ಕೂಡಲೇ ಇತ್ತ ಗಮನಹರಿಸಿ ಭವನದ ಉದ್ಘಾಟನೆಗೆ ಕ್ರಮ ಕೈಗೊಳ್ಳಬೇಕು. [58,823,288,852]
joke-speaker: ತಿಮ್ಮ [64,139,76,148]
header-date: ಶುಕ್ರವಾರ 13 ಸೆಪ್ಟೆಂಬರ್ 2024 [781,52,924,67]
opinion-text: ಗುಣವಾಗುವ ಕೇಂದ್ರಗಳಾಗಿರದೆ ಕೇವಲ ರೋಗ ನಿವಾರಣಾ ಕೇಂದ್ರಗಳಾಗುತ್ತಿರುವುದು ವಿಪರ್ಯಾಸ. ರೋಗಿಗೆ ಮೊದಲು ರೋಗದ ಕಾರಣ ಪತ್ತೆ ಮಾಡಿ, ಅದರ ಮೂಲವನ್ನು ಹುಡುಕಿ ಸೂಕ್ತ ಚಿಕಿತ್ಸೆ ನೀಡಬೇಕು. ಆದರೆ ಇಂದು ಕೇವಲ ರೋಗ ಲಕ್ಷಣಗಳಿಗೆ ಮಾತ್ರ ಔಷಧಿ ನೀಡಿ ಕಳುಹಿಸಲಾಗುತ್ತಿದೆ. ಇದರಿಂದ ರೋಗಿ ಮತ್ತೆ ಮತ್ತೆ ಆಸ್ಪತ್ರೆಗೆ ಬರುವಂತಾಗಿದೆ. ಮುಂಜಾಗ್ರತಾ ಕ್ರಮಗಳ ಬಗ್ಗೆ ಅರಿವು ಮೂಡಿಸುವ ಕೆಲಸ ನಡೆಯುತ್ತಿಲ್ಲ. ರೋಗಿಗಳ ಬಗ್ಗೆ ಕಾಳಜಿ ವಹಿಸುವ ಬದಲು ಸರತಿ ಸಾಲಿನಲ್ಲಿ ನಿಲ್ಲಿಸಿ ಬೇಗ ಕಳುಹಿಸುವ ಧಾವಂತ ಕಾಣುತ್ತಿದೆ. ಸರ್ಕಾರಿ ಆಸ್ಪತ್ರೆಗಳಲ್ಲಿ ಉಚಿತ ಚಿಕಿತ್ಸೆ ದೊರೆಯುತ್ತದೆ ಎಂದು ಹೇಳಲಾಗುತ್ತಿದ್ದರೂ ಔಷಧಿಗಳನ್ನು ಹೊರಗಿನಿಂದ ಖರೀದಿಸಬೇಕಾಗಿದೆ. [450,390,586,494]
author-info [348,88,548,121]
masthead-logo-large: ಮೈಸೂರು ಮಿತ್ರ [118,224,228,249]
joke-line: ತಿಮ್ಮ : ಯಾಕೋ ನೀನಗೆ ನಾಯಿ ಜನ್ಮ ಬಯಸುವಂತಹ ಮನಸ್ಸು ಯಾಕೆ ಬಂತು! [64,139,286,160]
letter-1-headline: ಜಾಹೀರಾತು ವಿಚಾರದಲ್ಲಿ [56,372,290,394]
column-divider [294,80,295,1358]
tender-column-1-continued [304,1110,440,1354]
hospital-photos [450,202,726,300]
